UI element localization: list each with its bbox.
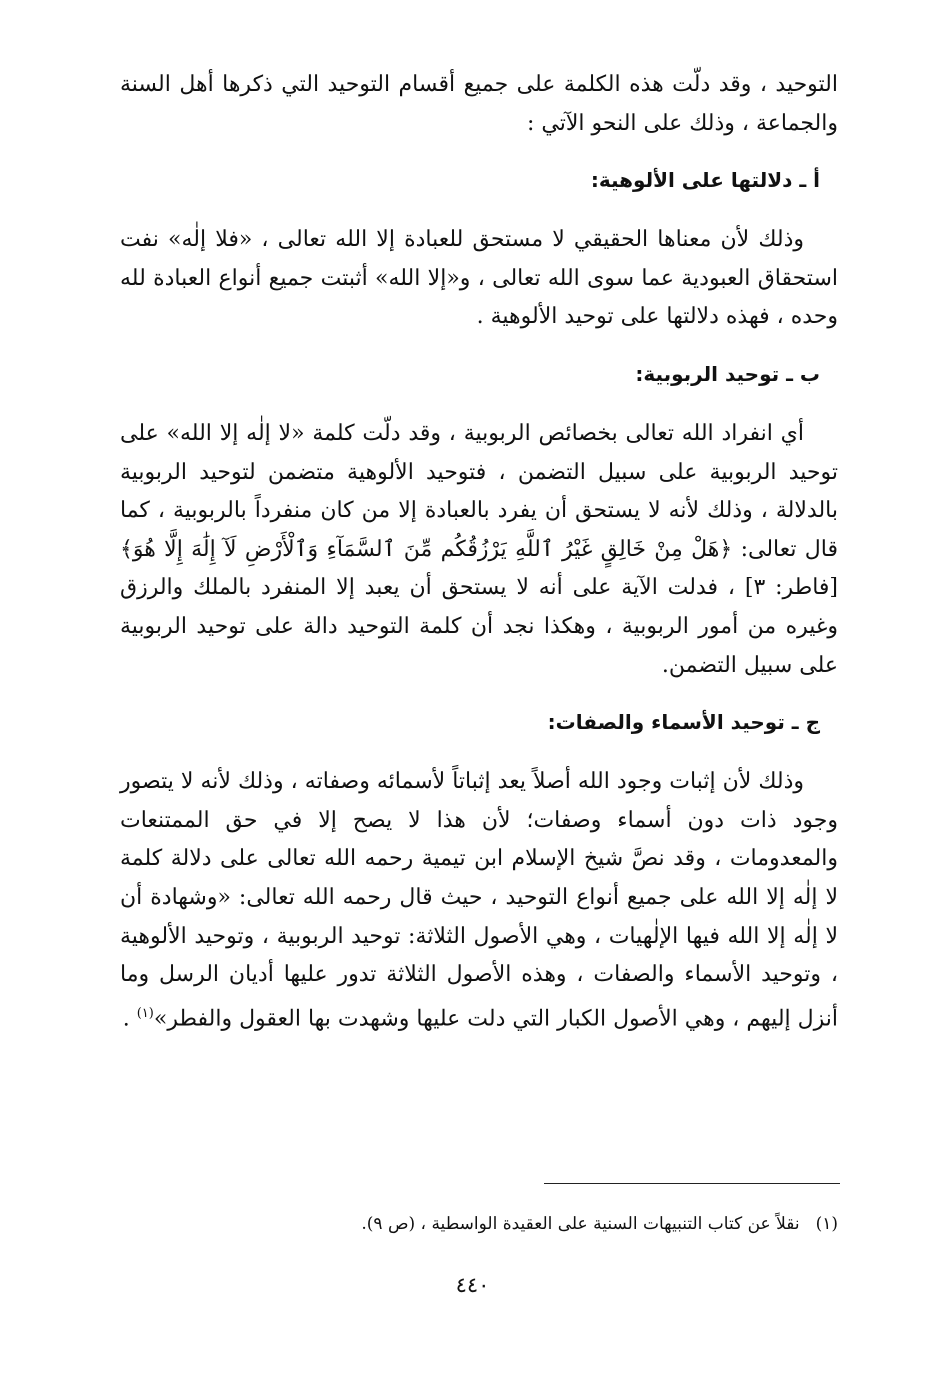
paragraph-end-mark: . — [122, 1006, 137, 1032]
heading-uluhiyya: أ ـ دلالتها على الألوهية: — [590, 168, 820, 193]
footnote-number: (١) — [815, 1214, 838, 1234]
page-body — [120, 66, 838, 1039]
page-number: ٤٤٠ — [455, 1273, 490, 1297]
footnote-divider — [544, 1183, 840, 1184]
paragraph-asma-sifat-text: وذلك لأن إثبات وجود الله أصلاً يعد إثباتاً لأسمائه وصفاته ، وذلك لأنه لا يتصور وجود ذات دون أسماء وصفات؛ لأن هذا لا يصح إلا في حق الممتنعات والمعدومات ، وقد نصَّ شيخ الإسلام ابن تيمية رحمه الله تعالى على دلالة كلمة لا إلٰه إلا الله على جميع أنواع التوحيد ، حيث قال رحمه الله تعالى: «وشهادة أن لا إلٰه إلا الله فيها الإلٰهيات ، وهي الأصول الثلاثة: توحيد الربوبية ، وتوحيد الألوهية ، وتوحيد الأسماء والصفات ، وهذه الأصول الثلاثة تدور عليها أديان الرسل وما أنزل إليهم ، وهي الأصول الكبار التي دلت عليها وشهدت بها العقول والفطر» — [120, 769, 838, 1032]
footnote-text: نقلاً عن كتاب التنبيهات السنية على العقيدة الواسطية ، (ص ٩). — [361, 1214, 800, 1234]
paragraph-intro: التوحيد ، وقد دلّت هذه الكلمة على جميع أقسام التوحيد التي ذكرها أهل السنة والجماعة ، وذلك على النحو الآتي : — [120, 72, 838, 136]
footnote — [361, 1211, 838, 1237]
paragraph-uluhiyya: وذلك لأن معناها الحقيقي لا مستحق للعبادة إلا الله تعالى ، «فلا إلٰه» نفت استحقاق العبودية عما سوى الله تعالى ، و«إلا الله» أثبتت جميع أنواع العبادة لله وحده ، فهذه دلالتها على توحيد الألوهية . — [120, 227, 838, 330]
paragraph-rububiyya: أي انفراد الله تعالى بخصائص الربوبية ، وقد دلّت كلمة «لا إلٰه إلا الله» على توحيد الربوبية على سبيل التضمن ، فتوحيد الألوهية متضمن لتوحيد الربوبية بالدلالة ، وذلك لأنه لا يستحق أن يفرد بالعبادة إلا من كان منفرداً بالربوبية ، كما قال تعالى: ﴿هَلْ مِنْ خَالِقٍ غَيْرُ ٱللَّهِ يَرْزُقُكُم مِّنَ ٱلسَّمَآءِ وَٱلْأَرْضِ لَآ إِلَٰهَ إِلَّا هُوَ﴾ [فاطر: ٣] ، فدلت الآية على أنه لا يستحق أن يعبد إلا المنفرد بالملك والرزق وغيره من أمور الربوبية ، وهكذا نجد أن كلمة التوحيد دالة على توحيد الربوبية على سبيل التضمن. — [120, 420, 839, 678]
heading-asma-sifat: ج ـ توحيد الأسماء والصفات: — [547, 710, 820, 735]
footnote-reference: (١) — [136, 1005, 154, 1021]
paragraph-asma-sifat — [120, 763, 838, 1038]
heading-rububiyya: ب ـ توحيد الربوبية: — [635, 361, 820, 386]
